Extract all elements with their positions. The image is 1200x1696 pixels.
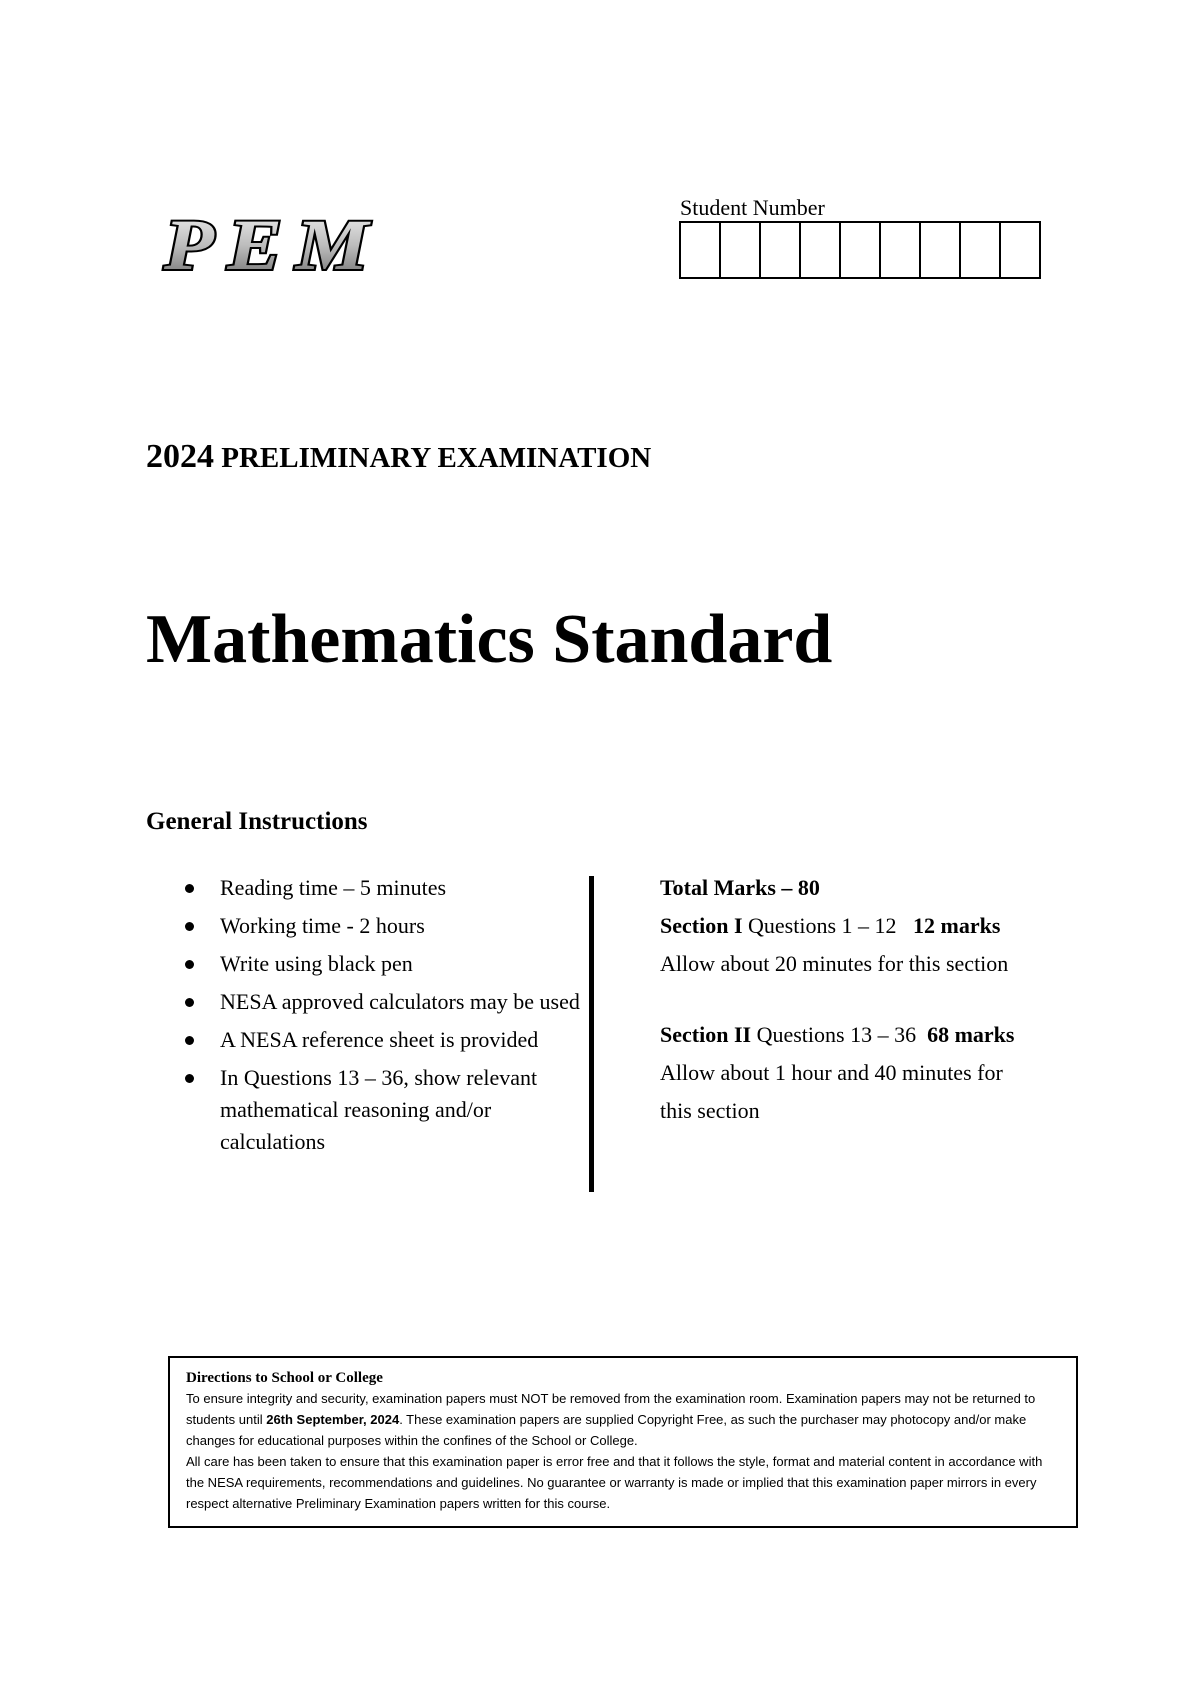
instructions-list bbox=[176, 872, 586, 1164]
student-number-box[interactable] bbox=[1001, 223, 1039, 277]
directions-text: To ensure integrity and security, examination papers must NOT be removed from the examination room. Examination papers may not be returned to students until bbox=[186, 1391, 1036, 1427]
section2-time-1: Allow about 1 hour and 40 minutes for bbox=[660, 1060, 1003, 1085]
list-item bbox=[176, 1024, 586, 1056]
bullet-icon bbox=[185, 884, 194, 893]
instruction-text: In Questions 13 – 36, show relevant mathematical reasoning and/or calculations bbox=[220, 1065, 538, 1154]
student-number-box[interactable] bbox=[841, 223, 881, 277]
section1-time: Allow about 20 minutes for this section bbox=[660, 951, 1009, 976]
section1-name: Section I bbox=[660, 913, 743, 938]
subject-title: Mathematics Standard bbox=[146, 601, 833, 678]
section1-questions: Questions 1 – 12 bbox=[748, 913, 897, 938]
bullet-icon bbox=[185, 960, 194, 969]
directions-paragraph-1 bbox=[186, 1388, 1062, 1451]
total-marks: Total Marks – 80 bbox=[660, 875, 820, 900]
section2-time-2: this section bbox=[660, 1098, 760, 1123]
student-number-box[interactable] bbox=[721, 223, 761, 277]
column-divider bbox=[589, 876, 594, 1192]
student-number-box[interactable] bbox=[761, 223, 801, 277]
instruction-text: A NESA reference sheet is provided bbox=[220, 1027, 539, 1052]
section1-line bbox=[660, 910, 1120, 942]
pem-logo-text: PEM bbox=[162, 205, 382, 285]
list-item bbox=[176, 910, 586, 942]
instruction-text: Write using black pen bbox=[220, 951, 413, 976]
student-number-label: Student Number bbox=[680, 195, 825, 220]
exam-title-text: PRELIMINARY EXAMINATION bbox=[221, 442, 652, 474]
general-instructions-heading: General Instructions bbox=[146, 808, 368, 835]
bullet-icon bbox=[185, 998, 194, 1007]
return-date: 26th September, 2024 bbox=[266, 1412, 400, 1427]
directions-box bbox=[168, 1356, 1078, 1528]
marks-summary bbox=[660, 872, 1120, 1133]
directions-title: Directions to School or College bbox=[186, 1370, 383, 1386]
section2-questions: Questions 13 – 36 bbox=[756, 1022, 917, 1047]
section2-line bbox=[660, 1019, 1120, 1051]
pem-logo bbox=[160, 205, 390, 285]
student-number-box[interactable] bbox=[961, 223, 1001, 277]
directions-text: . These examination papers are supplied Copyright Free, as such the purchaser may photocopy and/or make changes for educational purposes within the confines of the School or College. bbox=[186, 1412, 1027, 1448]
list-item bbox=[176, 986, 586, 1018]
bullet-icon bbox=[185, 1036, 194, 1045]
directions-paragraph-2: All care has been taken to ensure that this examination paper is error free and that it follows the style, format and material content in accordance with the NESA requirements, recommendations and guidelines. No guarantee or warranty is made or implied that this examination paper mirrors in every respect alternative Preliminary Examination papers written for this course. bbox=[186, 1454, 1043, 1511]
instruction-text: NESA approved calculators may be used bbox=[220, 989, 580, 1014]
student-number-box[interactable] bbox=[681, 223, 721, 277]
student-number-box[interactable] bbox=[921, 223, 961, 277]
bullet-icon bbox=[185, 1074, 194, 1083]
exam-title bbox=[146, 438, 651, 476]
list-item bbox=[176, 1062, 540, 1158]
instruction-text: Reading time – 5 minutes bbox=[220, 875, 447, 900]
exam-year: 2024 bbox=[146, 438, 214, 475]
student-number-box[interactable] bbox=[801, 223, 841, 277]
list-item bbox=[176, 948, 586, 980]
section2-name: Section II bbox=[660, 1022, 752, 1047]
bullet-icon bbox=[185, 922, 194, 931]
student-number-box[interactable] bbox=[881, 223, 921, 277]
section1-marks: 12 marks bbox=[913, 913, 1001, 938]
instruction-text: Working time - 2 hours bbox=[220, 913, 425, 938]
list-item bbox=[176, 872, 586, 904]
section2-marks: 68 marks bbox=[927, 1022, 1015, 1047]
student-number-boxes[interactable] bbox=[679, 221, 1041, 279]
